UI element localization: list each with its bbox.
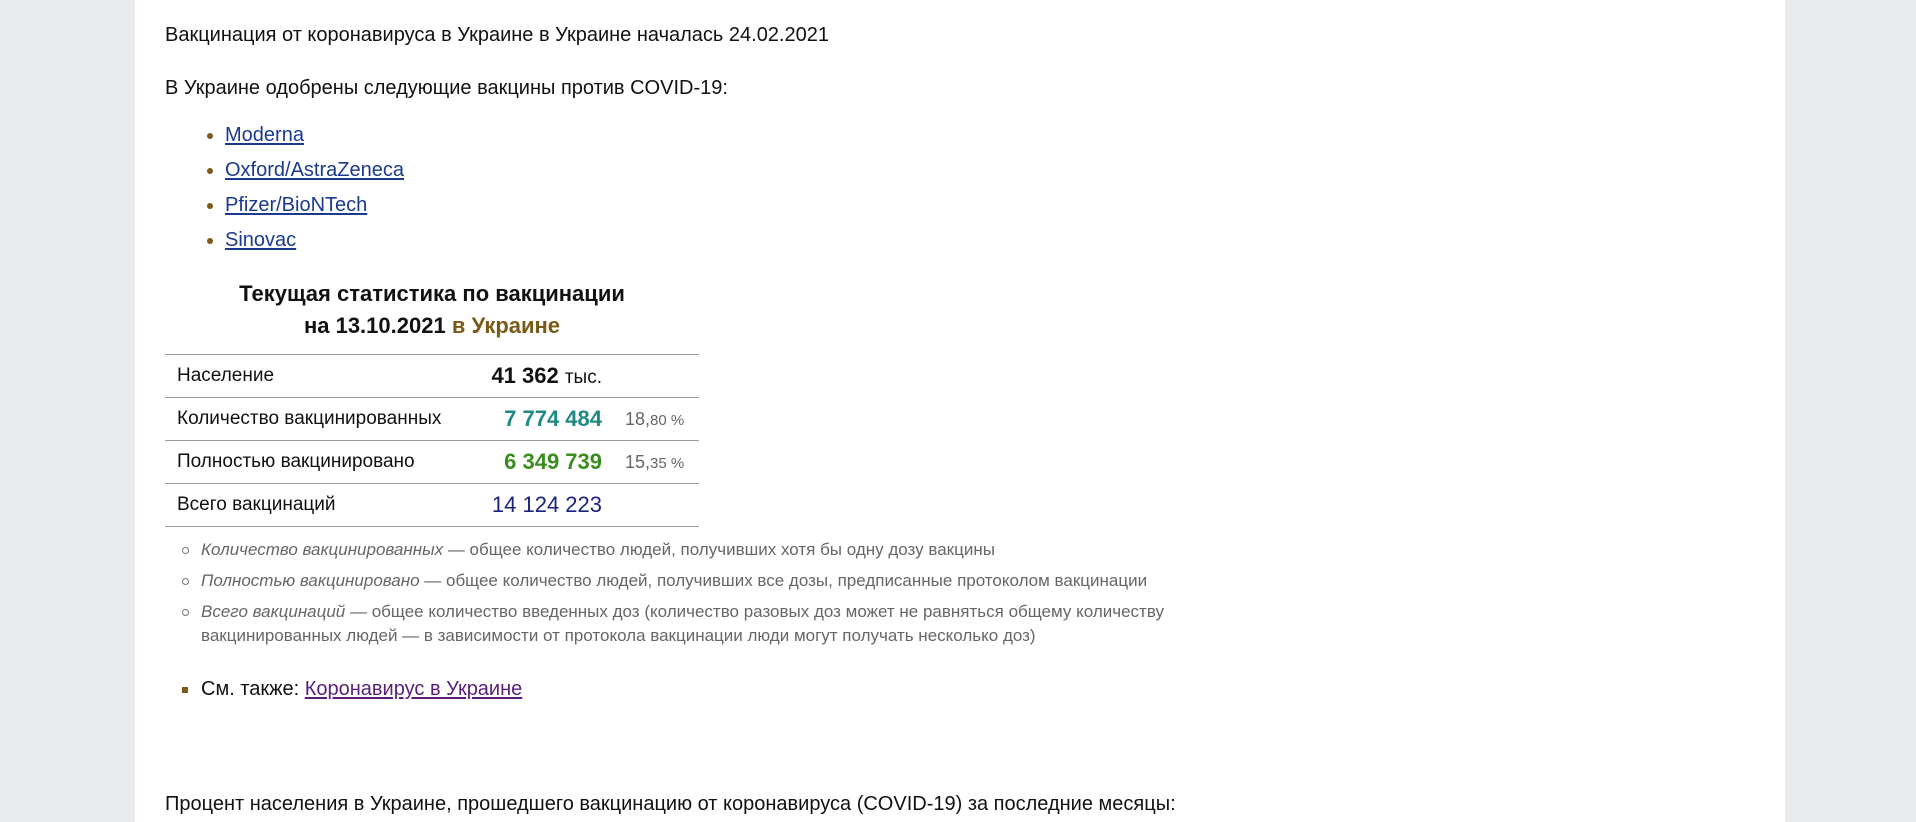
stats-title-line2 xyxy=(165,310,699,342)
fully-vaccinated-value: 6 349 739 xyxy=(504,449,602,474)
stats-title xyxy=(165,278,699,342)
stats-table xyxy=(165,354,699,527)
note-text: — общее количество людей, получивших все дозы, предписанные протоколом вакцинации xyxy=(419,571,1148,590)
see-also xyxy=(165,676,522,702)
population-number: 41 362 xyxy=(491,363,559,388)
stats-notes xyxy=(165,538,1265,655)
note-term: Всего вакцинаций xyxy=(201,602,346,621)
approved-vaccines-text: В Украине одобрены следующие вакцины против COVID-19: xyxy=(165,77,728,99)
circle-bullet-icon xyxy=(182,609,189,616)
vaccinated-percent-int: 18, xyxy=(625,409,651,429)
population-value xyxy=(491,355,602,399)
note-text: — общее количество введенных доз (количество разовых доз может не равняться общему количеству вакцинированных людей — в зависимости от протокола вакцинации люди могут получать несколько доз) xyxy=(201,602,1164,645)
vaccinated-value: 7 774 484 xyxy=(504,406,602,431)
bullet-icon xyxy=(207,203,213,209)
bullet-icon xyxy=(207,133,213,139)
fully-vaccinated-percent-frac: 35 % xyxy=(650,455,685,472)
vaccine-list xyxy=(165,118,404,258)
list-item xyxy=(165,569,1265,593)
vaccinated-percent-frac: 80 % xyxy=(650,412,685,429)
list-item xyxy=(165,188,404,223)
note-term: Количество вакцинированных xyxy=(201,540,444,559)
total-vaccinations-value: 14 124 223 xyxy=(491,492,602,517)
vaccine-link-astrazeneca[interactable]: Oxford/AstraZeneca xyxy=(225,159,404,181)
total-vaccinations-label: Всего вакцинаций xyxy=(177,494,336,515)
vaccine-link-sinovac[interactable]: Sinovac xyxy=(225,229,297,251)
stats-date: на 13.10.2021 xyxy=(303,313,446,338)
stats-title-line1: Текущая статистика по вакцинации xyxy=(239,281,625,306)
list-item xyxy=(165,538,1265,562)
bullet-icon xyxy=(207,168,213,174)
vaccine-link-pfizer[interactable]: Pfizer/BioNTech xyxy=(225,194,368,216)
see-also-link[interactable]: Коронавирус в Украине xyxy=(304,678,523,700)
percent-heading: Процент населения в Украине, прошедшего вакцинацию от коронавируса (COVID-19) за последние месяцы: xyxy=(165,793,1176,815)
table-row xyxy=(165,398,699,441)
list-item xyxy=(165,118,404,153)
fully-vaccinated-percent-int: 15, xyxy=(625,452,651,472)
fully-vaccinated-label: Полностью вакцинировано xyxy=(177,451,415,472)
vaccinated-percent xyxy=(625,398,684,442)
vaccination-stats xyxy=(165,278,699,527)
list-item xyxy=(165,223,404,258)
circle-bullet-icon xyxy=(182,547,189,554)
fully-vaccinated-percent xyxy=(625,441,684,485)
note-text: — общее количество людей, получивших хотя бы одну дозу вакцины xyxy=(443,540,995,559)
circle-bullet-icon xyxy=(182,578,189,585)
article-page xyxy=(135,0,1785,822)
note-term: Полностью вакцинировано xyxy=(201,571,420,590)
bullet-icon xyxy=(207,238,213,244)
table-row xyxy=(165,484,699,527)
population-unit: тыс. xyxy=(564,367,602,388)
vaccination-start-text: Вакцинация от коронавируса в Украине в Украине началась 24.02.2021 xyxy=(165,24,829,46)
vaccine-link-moderna[interactable]: Moderna xyxy=(225,124,304,146)
list-item xyxy=(165,153,404,188)
population-label: Население xyxy=(177,365,275,386)
table-row xyxy=(165,355,699,398)
list-item xyxy=(165,600,1265,648)
square-bullet-icon xyxy=(182,687,188,693)
stats-country: в Украине xyxy=(451,313,561,338)
table-row xyxy=(165,441,699,484)
see-also-prefix: См. также: xyxy=(201,678,305,700)
vaccinated-label: Количество вакцинированных xyxy=(177,408,442,429)
